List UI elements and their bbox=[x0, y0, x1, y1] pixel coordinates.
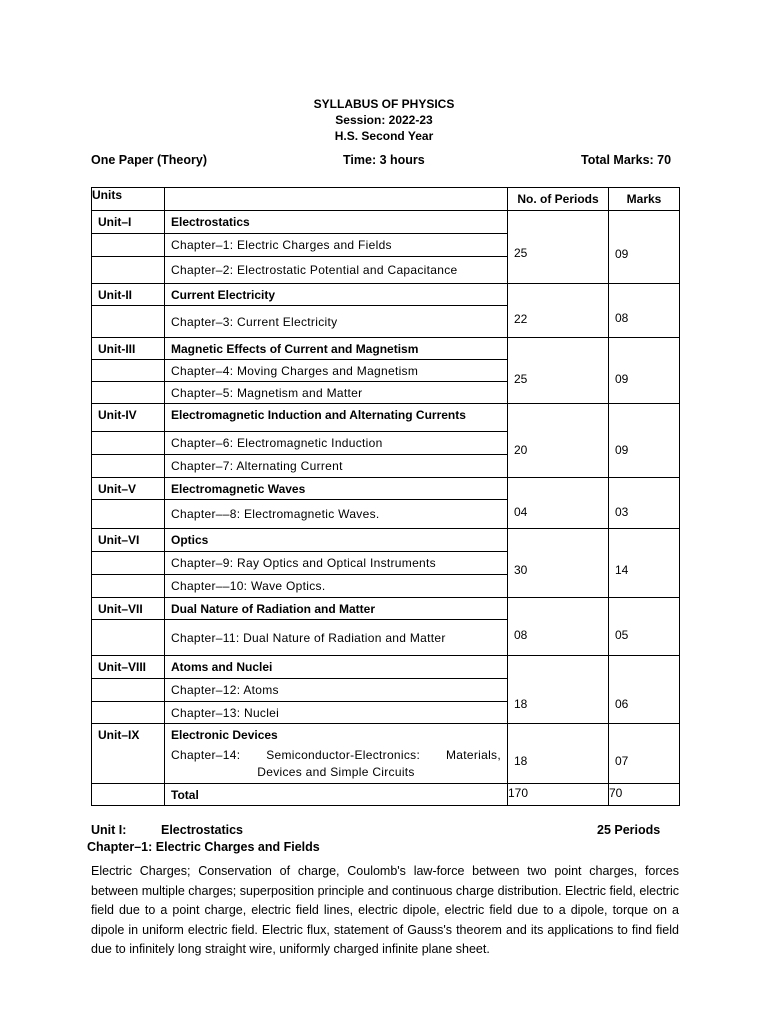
unit-label: Unit–VIII bbox=[92, 656, 165, 679]
unit-label: Unit-IV bbox=[92, 404, 165, 432]
unit-title: Electronic Devices bbox=[165, 724, 508, 746]
unit-label: Unit–V bbox=[92, 478, 165, 500]
chapter-cell: Chapter–3: Current Electricity bbox=[165, 306, 508, 338]
marks-cell: 05 bbox=[609, 598, 680, 656]
table-row bbox=[92, 529, 680, 552]
periods-cell: 30 bbox=[508, 529, 609, 598]
marks-cell: 09 bbox=[609, 211, 680, 284]
chapter-cell: Chapter–11: Dual Nature of Radiation and Matter bbox=[165, 620, 508, 656]
unit-label: Unit-III bbox=[92, 338, 165, 360]
year-label: H.S. Second Year bbox=[334, 129, 434, 143]
unit-label: Unit–VII bbox=[92, 598, 165, 620]
marks-cell: 14 bbox=[609, 529, 680, 598]
total-marks-label: Total Marks: 70 bbox=[581, 153, 672, 167]
chapter-cell: Chapter–2: Electrostatic Potential and Capacitance bbox=[165, 257, 508, 284]
chapter-cell: Chapter–1: Electric Charges and Fields bbox=[165, 234, 508, 257]
table-header-row bbox=[92, 188, 680, 211]
periods-cell: 18 bbox=[508, 656, 609, 724]
table-row bbox=[92, 478, 680, 500]
unit-title: Magnetic Effects of Current and Magnetism bbox=[165, 338, 508, 360]
chapter-cell: Chapter–9: Ray Optics and Optical Instruments bbox=[165, 552, 508, 575]
paper-label: One Paper (Theory) bbox=[91, 153, 207, 167]
table-row bbox=[92, 284, 680, 306]
syllabus-table bbox=[91, 187, 680, 806]
unit-label: Unit–IX bbox=[92, 724, 165, 746]
periods-cell: 08 bbox=[508, 598, 609, 656]
section-chapter-title: Chapter–1: Electric Charges and Fields bbox=[87, 840, 320, 854]
table-row bbox=[92, 598, 680, 620]
periods-cell: 20 bbox=[508, 404, 609, 478]
section-unit-label: Unit I: bbox=[91, 823, 127, 837]
unit-title: Optics bbox=[165, 529, 508, 552]
periods-cell: 22 bbox=[508, 284, 609, 338]
total-periods: 170 bbox=[508, 784, 609, 806]
total-label: Total bbox=[165, 784, 508, 806]
total-marks: 70 bbox=[609, 784, 680, 806]
section-unit-title: Electrostatics bbox=[161, 823, 243, 837]
marks-cell: 09 bbox=[609, 404, 680, 478]
marks-cell: 08 bbox=[609, 284, 680, 338]
chapter-cell: Chapter––8: Electromagnetic Waves. bbox=[165, 500, 508, 529]
chapter-cell: Chapter––10: Wave Optics. bbox=[165, 575, 508, 598]
chapter-cell: Chapter–12: Atoms bbox=[165, 679, 508, 702]
section-body-text: Electric Charges; Conservation of charge, Coulomb's law-force between two point charges, forces between multiple charges; superposition principle and continuous charge distribution. Electric field, electric field due to a point charge, electric field lines, electric dipole, electric field due to a dipole, torque on a dipole in uniform electric field. Electric flux, statement of Gauss's theorem and its applications to find field due to infinitely long straight wire, uniformly charged infinite plane sheet. bbox=[91, 864, 679, 956]
unit-label: Unit-II bbox=[92, 284, 165, 306]
table-row bbox=[92, 656, 680, 679]
marks-cell: 03 bbox=[609, 478, 680, 529]
session-label: Session: 2022-23 bbox=[335, 113, 433, 127]
marks-header: Marks bbox=[609, 188, 680, 211]
periods-cell: 18 bbox=[508, 724, 609, 784]
unit-title: Electrostatics bbox=[165, 211, 508, 234]
units-header: Units bbox=[92, 188, 165, 211]
table-row bbox=[92, 404, 680, 432]
chapter-cell: Chapter–4: Moving Charges and Magnetism bbox=[165, 360, 508, 382]
chapter-cell: Chapter–14: Semiconductor-Electronics: Materials, Devices and Simple Circuits bbox=[165, 746, 508, 784]
unit-title: Current Electricity bbox=[165, 284, 508, 306]
total-row bbox=[92, 784, 680, 806]
unit-label: Unit–I bbox=[92, 211, 165, 234]
section-periods: 25 Periods bbox=[597, 823, 661, 837]
table-row bbox=[92, 338, 680, 360]
chapter-cell: Chapter–7: Alternating Current bbox=[165, 455, 508, 478]
chapter-cell: Chapter–6: Electromagnetic Induction bbox=[165, 432, 508, 455]
table-row bbox=[92, 724, 680, 746]
marks-cell: 09 bbox=[609, 338, 680, 404]
unit-title: Atoms and Nuclei bbox=[165, 656, 508, 679]
periods-cell: 25 bbox=[508, 338, 609, 404]
unit-title: Electromagnetic Waves bbox=[165, 478, 508, 500]
time-label: Time: 3 hours bbox=[343, 153, 425, 167]
marks-cell: 06 bbox=[609, 656, 680, 724]
periods-cell: 25 bbox=[508, 211, 609, 284]
unit-title: Electromagnetic Induction and Alternating Currents bbox=[165, 404, 508, 432]
unit-title: Dual Nature of Radiation and Matter bbox=[165, 598, 508, 620]
unit-label: Unit–VI bbox=[92, 529, 165, 552]
chapter-cell: Chapter–13: Nuclei bbox=[165, 702, 508, 724]
periods-cell: 04 bbox=[508, 478, 609, 529]
periods-header: No. of Periods bbox=[508, 188, 609, 211]
table-row bbox=[92, 211, 680, 234]
chapter-cell: Chapter–5: Magnetism and Matter bbox=[165, 382, 508, 404]
marks-cell: 07 bbox=[609, 724, 680, 784]
document-title: SYLLABUS OF PHYSICS bbox=[313, 97, 455, 111]
